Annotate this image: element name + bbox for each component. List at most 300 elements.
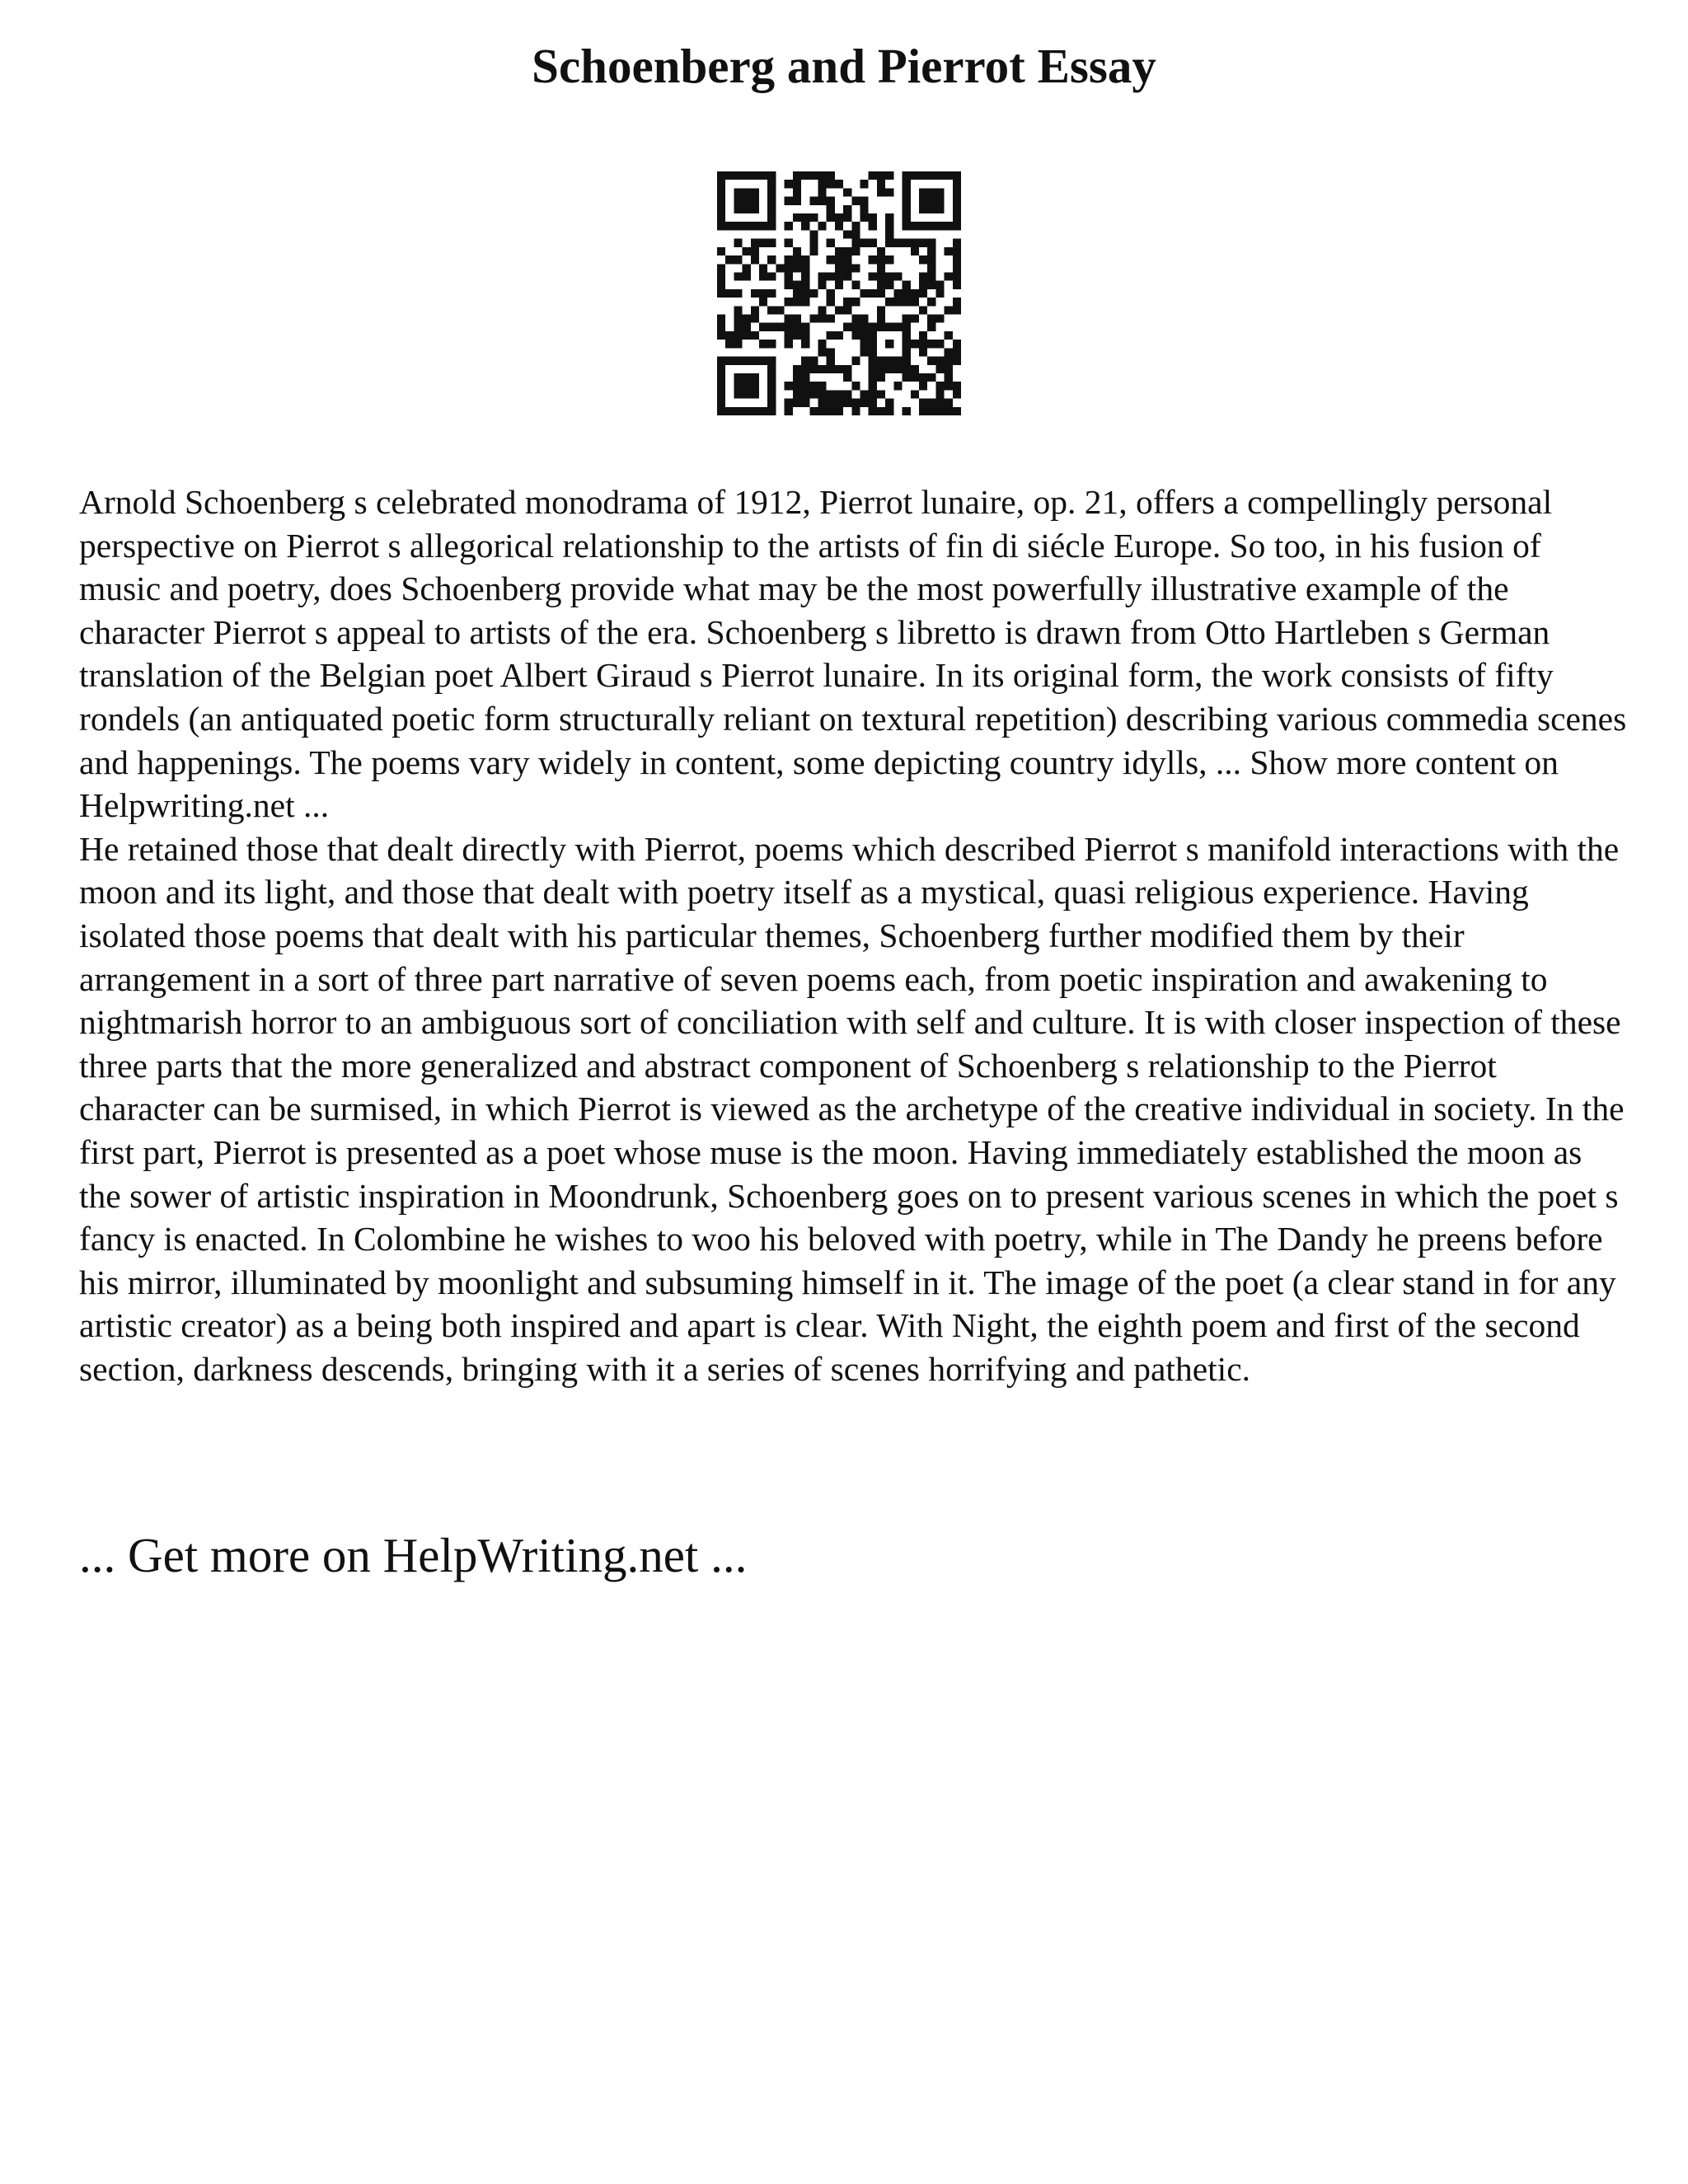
qr-module [903, 239, 911, 247]
qr-module [717, 390, 725, 398]
qr-module [893, 272, 902, 280]
qr-module [801, 323, 809, 331]
qr-module [801, 222, 809, 230]
qr-module [827, 289, 835, 298]
qr-module [801, 390, 809, 398]
qr-module [843, 205, 851, 213]
qr-module [809, 390, 818, 398]
qr-module [801, 357, 809, 365]
qr-module [827, 357, 835, 365]
qr-module [759, 264, 767, 272]
qr-module [953, 382, 961, 390]
qr-module [919, 171, 927, 180]
qr-module [801, 264, 809, 272]
qr-module [843, 230, 851, 238]
qr-module [903, 373, 911, 382]
qr-module [851, 239, 860, 247]
qr-module [835, 365, 843, 373]
qr-module [809, 239, 818, 247]
qr-module [885, 272, 893, 280]
qr-module [885, 357, 893, 365]
qr-module [919, 407, 927, 415]
qr-module [927, 340, 935, 348]
qr-module [725, 289, 734, 298]
qr-module [759, 171, 767, 180]
qr-module [893, 239, 902, 247]
qr-module [767, 340, 776, 348]
qr-module [717, 180, 725, 188]
qr-module [793, 188, 801, 196]
qr-module [818, 272, 826, 280]
qr-module [911, 390, 919, 398]
qr-module [734, 306, 742, 314]
qr-module [843, 272, 851, 280]
qr-module [869, 255, 877, 264]
qr-module [801, 298, 809, 306]
qr-module [767, 323, 776, 331]
paragraph-1: Arnold Schoenberg s celebrated monodrama of 1912, Pierrot lunaire, op. 21, offers a compellingly personal perspective on Pierrot s allegorical relationship to the artists of fin di siécle Europe. So too, in his fusion of music and poetry, does Schoenberg provide what may be the most powerfully illustrative example of the character Pierrot s appeal to artists of the era. Schoenberg s libretto is drawn from Otto Hartleben s German translation of the Belgian poet Albert Giraud s Pierrot lunaire. In its original form, the work consists of fifty rondels (an antiquated poetic form structurally reliant on textural repetition) describing various commedia scenes and happenings. The poems vary widely in content, some depicting country idylls, ... Show more content on Helpwriting.net ... [79, 483, 1627, 825]
qr-module [827, 407, 835, 415]
qr-module [734, 390, 742, 398]
qr-module [851, 407, 860, 415]
qr-module [869, 373, 877, 382]
qr-module [751, 357, 759, 365]
qr-module [919, 197, 927, 205]
qr-module [877, 255, 885, 264]
qr-module [827, 348, 835, 356]
qr-module [801, 331, 809, 340]
qr-module [717, 281, 725, 289]
qr-module [743, 323, 751, 331]
qr-module [818, 407, 826, 415]
qr-module [767, 197, 776, 205]
qr-module [785, 180, 793, 188]
qr-module [877, 357, 885, 365]
qr-module [717, 407, 725, 415]
qr-module [869, 340, 877, 348]
qr-module [835, 255, 843, 264]
qr-module [927, 205, 935, 213]
qr-module [725, 340, 734, 348]
qr-module [751, 373, 759, 382]
qr-module [927, 373, 935, 382]
qr-module [759, 298, 767, 306]
qr-module [877, 315, 885, 323]
qr-module [725, 331, 734, 340]
qr-module [734, 205, 742, 213]
qr-module [751, 197, 759, 205]
qr-module [927, 323, 935, 331]
qr-module [903, 298, 911, 306]
qr-module [717, 247, 725, 255]
qr-module [793, 331, 801, 340]
qr-module [734, 197, 742, 205]
qr-module [818, 281, 826, 289]
qr-module [919, 348, 927, 356]
qr-module [919, 272, 927, 280]
qr-module [893, 298, 902, 306]
qr-module [793, 247, 801, 255]
qr-module [945, 365, 953, 373]
qr-module [903, 213, 911, 222]
qr-module [953, 255, 961, 264]
qr-module [725, 407, 734, 415]
qr-module [809, 382, 818, 390]
qr-module [743, 171, 751, 180]
qr-module [843, 213, 851, 222]
qr-module [903, 171, 911, 180]
qr-module [759, 222, 767, 230]
qr-module [935, 197, 944, 205]
qr-module [860, 323, 869, 331]
qr-module [793, 315, 801, 323]
qr-module [725, 222, 734, 230]
qr-module [919, 255, 927, 264]
qr-module [818, 171, 826, 180]
qr-module [785, 315, 793, 323]
qr-module [734, 289, 742, 298]
qr-module [827, 255, 835, 264]
qr-module [903, 188, 911, 196]
qr-module [818, 382, 826, 390]
qr-module [860, 390, 869, 398]
qr-module [751, 222, 759, 230]
qr-module [860, 340, 869, 348]
qr-module [893, 382, 902, 390]
qr-module [953, 180, 961, 188]
qr-module [935, 289, 944, 298]
qr-module [919, 205, 927, 213]
qr-module [953, 281, 961, 289]
qr-module [725, 255, 734, 264]
qr-module [953, 306, 961, 314]
qr-module [885, 365, 893, 373]
qr-module [743, 407, 751, 415]
qr-module [945, 373, 953, 382]
qr-module [877, 180, 885, 188]
qr-module [734, 239, 742, 247]
qr-module [953, 340, 961, 348]
qr-module [743, 197, 751, 205]
qr-module [903, 205, 911, 213]
qr-module [903, 331, 911, 340]
qr-module [743, 331, 751, 340]
qr-module [843, 306, 851, 314]
qr-module [767, 306, 776, 314]
qr-module [793, 298, 801, 306]
qr-module [911, 365, 919, 373]
qr-module [767, 407, 776, 415]
qr-module [785, 340, 793, 348]
qr-module [743, 205, 751, 213]
qr-module [835, 306, 843, 314]
qr-module [893, 323, 902, 331]
qr-module [734, 357, 742, 365]
qr-module [717, 197, 725, 205]
qr-module [767, 373, 776, 382]
qr-module [927, 264, 935, 272]
qr-module [818, 340, 826, 348]
qr-module [903, 340, 911, 348]
qr-module [717, 289, 725, 298]
qr-module [743, 247, 751, 255]
qr-module [911, 247, 919, 255]
qr-module [835, 399, 843, 407]
qr-module [877, 264, 885, 272]
qr-module [827, 171, 835, 180]
qr-module [945, 348, 953, 356]
qr-module [903, 348, 911, 356]
qr-module [734, 323, 742, 331]
qr-module [851, 382, 860, 390]
qr-module [717, 382, 725, 390]
qr-module [927, 247, 935, 255]
qr-module [818, 306, 826, 314]
qr-module [869, 365, 877, 373]
qr-module [767, 357, 776, 365]
qr-module [843, 188, 851, 196]
qr-module [717, 272, 725, 280]
qr-module [843, 365, 851, 373]
qr-module [911, 289, 919, 298]
qr-module [885, 230, 893, 238]
qr-module [759, 239, 767, 247]
qr-module [793, 213, 801, 222]
qr-module [734, 315, 742, 323]
qr-module [818, 188, 826, 196]
qr-module [869, 331, 877, 340]
qr-module [809, 315, 818, 323]
qr-module [851, 197, 860, 205]
qr-module [809, 197, 818, 205]
qr-module [935, 382, 944, 390]
qr-module [759, 289, 767, 298]
qr-module [793, 197, 801, 205]
qr-module [903, 357, 911, 365]
qr-module [885, 239, 893, 247]
qr-module [927, 188, 935, 196]
qr-module [801, 289, 809, 298]
qr-module [953, 188, 961, 196]
qr-module [877, 373, 885, 382]
qr-module [734, 407, 742, 415]
qr-module [945, 407, 953, 415]
qr-module [869, 239, 877, 247]
qr-module [827, 180, 835, 188]
qr-module [793, 289, 801, 298]
qr-module [717, 365, 725, 373]
qr-module [809, 247, 818, 255]
qr-module [953, 348, 961, 356]
qr-module [911, 340, 919, 348]
qr-module [877, 171, 885, 180]
qr-module [785, 331, 793, 340]
qr-module [809, 365, 818, 373]
qr-module [945, 399, 953, 407]
qr-module [785, 255, 793, 264]
qr-module [953, 264, 961, 272]
qr-module [734, 255, 742, 264]
qr-module [767, 171, 776, 180]
qr-module [785, 281, 793, 289]
qr-module [953, 357, 961, 365]
qr-module [919, 281, 927, 289]
qr-module [945, 222, 953, 230]
qr-module [827, 365, 835, 373]
qr-module [835, 180, 843, 188]
get-more-link[interactable]: ... Get more on HelpWriting.net ... [79, 1528, 748, 1582]
qr-module [919, 222, 927, 230]
qr-module [953, 222, 961, 230]
qr-module [835, 281, 843, 289]
qr-module [827, 272, 835, 280]
qr-module [767, 239, 776, 247]
qr-module [885, 171, 893, 180]
qr-module [851, 264, 860, 272]
qr-module [903, 197, 911, 205]
qr-module [953, 407, 961, 415]
qr-module [927, 255, 935, 264]
qr-module [919, 188, 927, 196]
qr-module [869, 171, 877, 180]
qr-module [911, 171, 919, 180]
qr-module [935, 365, 944, 373]
qr-module [743, 390, 751, 398]
qr-module [919, 306, 927, 314]
qr-module [893, 357, 902, 365]
qr-module [785, 272, 793, 280]
qr-module [801, 373, 809, 382]
qr-module [843, 247, 851, 255]
qr-module [911, 315, 919, 323]
qr-module [767, 382, 776, 390]
qr-module [860, 197, 869, 205]
qr-module [843, 323, 851, 331]
qr-module [869, 357, 877, 365]
qr-module [885, 213, 893, 222]
qr-module [903, 180, 911, 188]
qr-module [945, 171, 953, 180]
qr-module [885, 281, 893, 289]
qr-module [953, 197, 961, 205]
qr-module [935, 205, 944, 213]
qr-module [801, 171, 809, 180]
qr-module [785, 323, 793, 331]
qr-module [869, 213, 877, 222]
qr-module [793, 399, 801, 407]
qr-module [860, 180, 869, 188]
qr-module [919, 399, 927, 407]
qr-module [911, 373, 919, 382]
qr-module [759, 272, 767, 280]
qr-module [935, 407, 944, 415]
qr-module [818, 222, 826, 230]
qr-module [935, 171, 944, 180]
qr-module [793, 171, 801, 180]
qr-module [885, 399, 893, 407]
qr-module [734, 340, 742, 348]
qr-module [743, 373, 751, 382]
qr-module [785, 407, 793, 415]
qr-module [903, 289, 911, 298]
qr-module [801, 340, 809, 348]
qr-module [743, 382, 751, 390]
qr-module [767, 222, 776, 230]
qr-module [743, 264, 751, 272]
qr-module [919, 239, 927, 247]
qr-module [935, 315, 944, 323]
qr-module [935, 399, 944, 407]
qr-module [801, 272, 809, 280]
qr-module [801, 382, 809, 390]
qr-module [717, 205, 725, 213]
qr-module [903, 315, 911, 323]
qr-module [885, 222, 893, 230]
qr-module [935, 188, 944, 196]
qr-module [927, 315, 935, 323]
qr-module [877, 390, 885, 398]
qr-module [927, 197, 935, 205]
qr-module [818, 197, 826, 205]
qr-module [843, 255, 851, 264]
qr-module [885, 340, 893, 348]
paragraph-2: He retained those that dealt directly with Pierrot, poems which described Pierrot s manifold interactions with the moon and its light, and those that dealt with poetry itself as a mystical, quasi religious experience. Having isolated those poems that dealt with his particular themes, Schoenberg further modified them by their arrangement in a sort of three part narrative of seven poems each, from poetic inspiration and awakening to nightmarish horror to an ambiguous sort of conciliation with self and culture. It is with closer inspection of these three parts that the more generalized and abstract component of Schoenberg s relationship to the Pierrot character can be surmised, in which Pierrot is viewed as the archetype of the creative individual in society. In the first part, Pierrot is presented as a poet whose muse is the moon. Having immediately established the moon as the sower of artistic inspiration in Moondrunk, Schoenberg goes on to present various scenes in which the poet s fancy is enacted. In Colombine he wishes to woo his beloved with poetry, while in The Dandy he preens before his mirror, illuminated by moonlight and subsuming himself in it. The image of the poet (a clear stand in for any artistic creator) as a being both inspired and apart is clear. With Night, the eighth poem and first of the second section, darkness descends, bringing with it a series of scenes horrifying and pathetic. [79, 829, 1625, 1388]
qr-module [751, 188, 759, 196]
qr-module [751, 331, 759, 340]
qr-module [793, 281, 801, 289]
qr-module [767, 399, 776, 407]
page-title: Schoenberg and Pierrot Essay [532, 39, 1156, 93]
qr-module [927, 222, 935, 230]
qr-module [877, 247, 885, 255]
essay-body [79, 480, 1629, 1390]
qr-module [935, 390, 944, 398]
qr-module [785, 382, 793, 390]
qr-module [885, 298, 893, 306]
qr-module [911, 222, 919, 230]
qr-module [751, 255, 759, 264]
qr-module [793, 365, 801, 373]
qr-module [945, 357, 953, 365]
qr-module [835, 331, 843, 340]
qr-module [717, 315, 725, 323]
qr-module [809, 289, 818, 298]
qr-module [767, 289, 776, 298]
qr-module [785, 239, 793, 247]
qr-module [860, 205, 869, 213]
qr-module [903, 222, 911, 230]
qr-module [860, 399, 869, 407]
qr-module [869, 289, 877, 298]
qr-module [953, 205, 961, 213]
qr-module [843, 298, 851, 306]
qr-module [919, 382, 927, 390]
qr-module [919, 289, 927, 298]
qr-module [776, 323, 784, 331]
qr-code-icon [717, 171, 961, 415]
qr-module [717, 373, 725, 382]
qr-module [919, 331, 927, 340]
qr-module [927, 399, 935, 407]
qr-module [751, 315, 759, 323]
qr-module [903, 281, 911, 289]
qr-module [927, 281, 935, 289]
qr-module [751, 247, 759, 255]
qr-module [759, 323, 767, 331]
qr-module [801, 365, 809, 373]
qr-module [945, 306, 953, 314]
qr-module [953, 390, 961, 398]
